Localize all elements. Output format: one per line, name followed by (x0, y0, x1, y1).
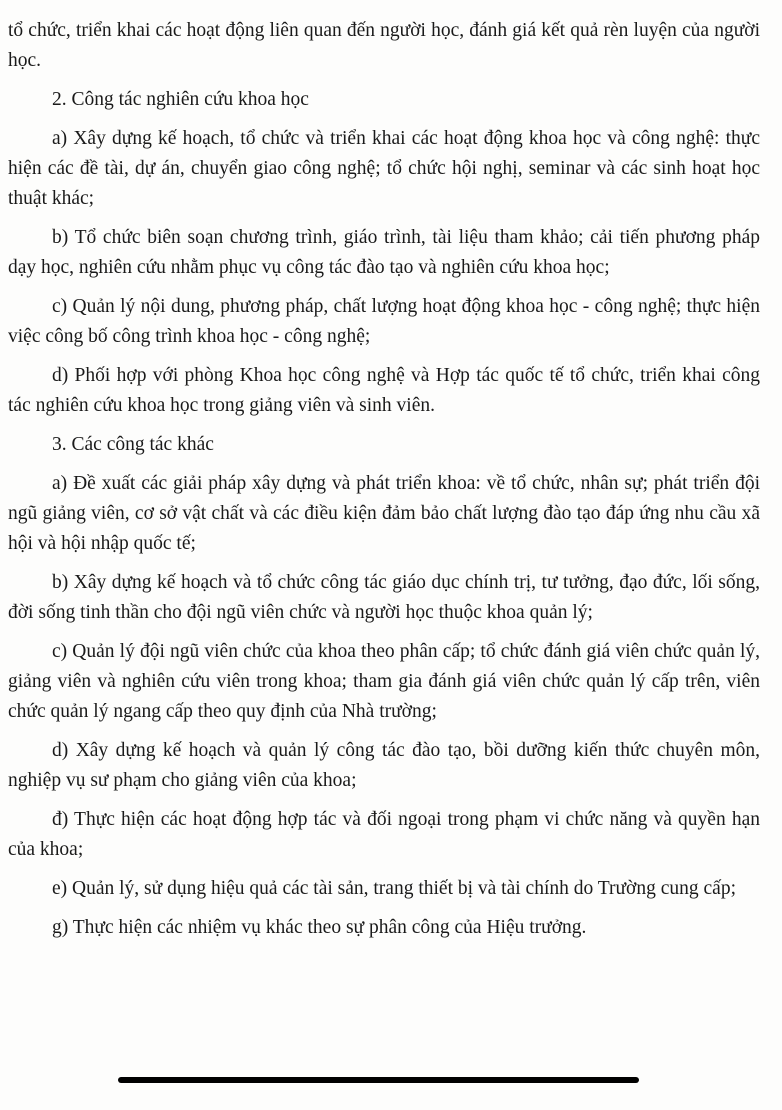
section-3-item-d: d) Xây dựng kế hoạch và quản lý công tác đào tạo, bồi dưỡng kiến thức chuyên môn, nghiệp vụ sư phạm cho giảng viên của khoa; (8, 740, 760, 791)
section-2-item-c: c) Quản lý nội dung, phương pháp, chất lượng hoạt động khoa học - công nghệ; thực hiện việc công bố công trình khoa học - công nghệ; (8, 296, 760, 347)
document-body (8, 16, 760, 943)
section-3-item-e: e) Quản lý, sử dụng hiệu quả các tài sản, trang thiết bị và tài chính do Trường cung cấp; (52, 878, 737, 899)
section-2-heading: 2. Công tác nghiên cứu khoa học (52, 89, 309, 110)
intro-paragraph: tổ chức, triển khai các hoạt động liên quan đến người học, đánh giá kết quả rèn luyện của người học. (8, 20, 760, 71)
section-2-item-d: d) Phối hợp với phòng Khoa học công nghệ và Hợp tác quốc tế tổ chức, triển khai công tác nghiên cứu khoa học trong giảng viên và sinh viên. (8, 365, 760, 416)
home-indicator-bar[interactable] (118, 1077, 639, 1083)
section-2-item-b: b) Tổ chức biên soạn chương trình, giáo trình, tài liệu tham khảo; cải tiến phương pháp dạy học, nghiên cứu nhằm phục vụ công tác đào tạo và nghiên cứu khoa học; (8, 227, 760, 278)
section-3-item-a: a) Đề xuất các giải pháp xây dựng và phát triển khoa: về tổ chức, nhân sự; phát triển đội ngũ giảng viên, cơ sở vật chất và các điều kiện đảm bảo chất lượng đào tạo đáp ứng nhu cầu xã hội và hội nhập quốc tế; (8, 473, 760, 554)
section-3-item-b: b) Xây dựng kế hoạch và tổ chức công tác giáo dục chính trị, tư tưởng, đạo đức, lối sống, đời sống tinh thần cho đội ngũ viên chức và người học thuộc khoa quản lý; (8, 572, 760, 623)
section-2-item-a: a) Xây dựng kế hoạch, tổ chức và triển khai các hoạt động khoa học và công nghệ: thực hiện các đề tài, dự án, chuyển giao công nghệ; tổ chức hội nghị, seminar và các sinh hoạt học thuật khác; (8, 128, 760, 209)
section-3-heading: 3. Các công tác khác (52, 434, 214, 455)
section-3-item-g: g) Thực hiện các nhiệm vụ khác theo sự phân công của Hiệu trưởng. (52, 917, 587, 938)
section-3-item-c: c) Quản lý đội ngũ viên chức của khoa theo phân cấp; tổ chức đánh giá viên chức quản lý, giảng viên và nghiên cứu viên trong khoa; tham gia đánh giá viên chức quản lý cấp trên, viên chức quản lý ngang cấp theo quy định của Nhà trường; (8, 641, 760, 722)
section-3-item-dd: đ) Thực hiện các hoạt động hợp tác và đối ngoại trong phạm vi chức năng và quyền hạn của khoa; (8, 809, 760, 860)
